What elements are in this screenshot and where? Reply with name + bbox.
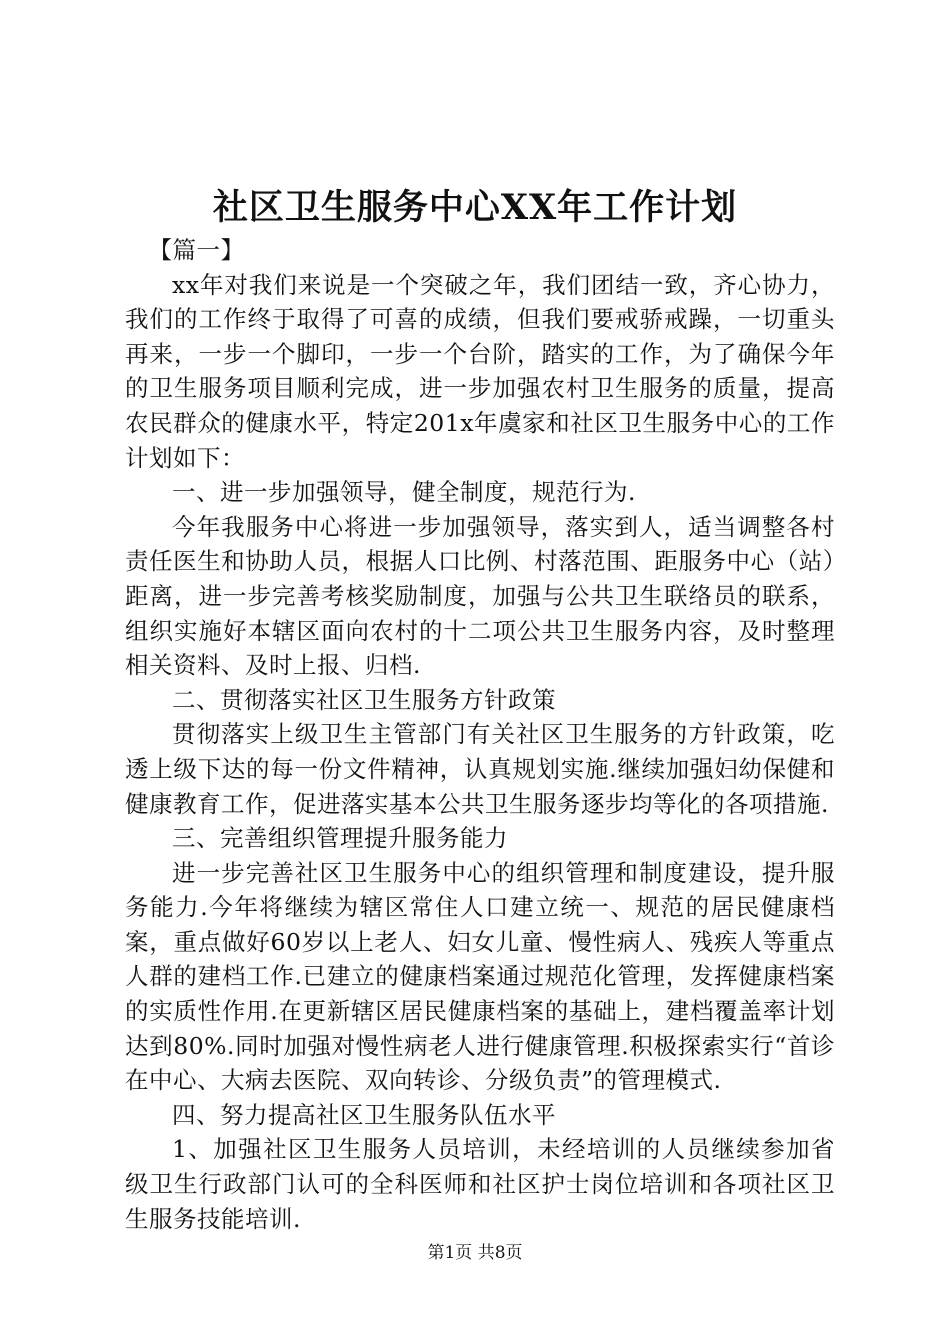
- section-tag: 【篇一】: [148, 236, 245, 264]
- document-title: 社区卫生服务中心XX年工作计划: [212, 187, 738, 228]
- section-paragraph-3: 进一步完善社区卫生服务中心的组织管理和制度建设，提升服务能力.今年将继续为辖区常住人口建立统一、规范的居民健康档案，重点做好60岁以上老人、妇女儿童、慢性病人、残疾人等重点人群的建档工作.已建立的健康档案通过规范化管理，发挥健康档案的实质性作用.在更新辖区居民健康档案的基础上，建档覆盖率计划达到80%.同时加强对慢性病老人进行健康管理.积极探索实行“首诊在中心、大病去医院、双向转诊、分级负责”的管理模式.: [125, 858, 835, 1095]
- section-paragraph-2: 贯彻落实上级卫生主管部门有关社区卫生服务的方针政策，吃透上级下达的每一份文件精神，认真规划实施.继续加强妇幼保健和健康教育工作，促进落实基本公共卫生服务逐步均等化的各项措施.: [125, 720, 835, 818]
- intro-paragraph: xx年对我们来说是一个突破之年，我们团结一致，齐心协力，我们的工作终于取得了可喜的成绩，但我们要戒骄戒躁，一切重头再来，一步一个脚印，一步一个台阶，踏实的工作，为了确保今年的卫生服务项目顺利完成，进一步加强农村卫生服务的质量，提高农民群众的健康水平，特定201x年虞家和社区卫生服务中心的工作计划如下：: [125, 270, 835, 472]
- section-paragraph-4: 1、加强社区卫生服务人员培训，未经培训的人员继续参加省级卫生行政部门认可的全科医师和社区护士岗位培训和各项社区卫生服务技能培训.: [125, 1135, 835, 1233]
- section-heading-2: 二、贯彻落实社区卫生服务方针政策: [172, 685, 556, 714]
- section-heading-4: 四、努力提高社区卫生服务队伍水平: [172, 1100, 556, 1129]
- section-paragraph-1: 今年我服务中心将进一步加强领导，落实到人，适当调整各村责任医生和协助人员，根据人口比例、村落范围、距服务中心（站）距离，进一步完善考核奖励制度，加强与公共卫生联络员的联系，组织实施好本辖区面向农村的十二项公共卫生服务内容，及时整理相关资料、及时上报、归档.: [125, 512, 835, 680]
- section-heading-3: 三、完善组织管理提升服务能力: [172, 824, 508, 853]
- page-footer: 第1页 共8页: [427, 1243, 523, 1263]
- section-heading-1: 一、进一步加强领导，健全制度，规范行为.: [172, 478, 636, 507]
- document-body: [125, 233, 835, 1236]
